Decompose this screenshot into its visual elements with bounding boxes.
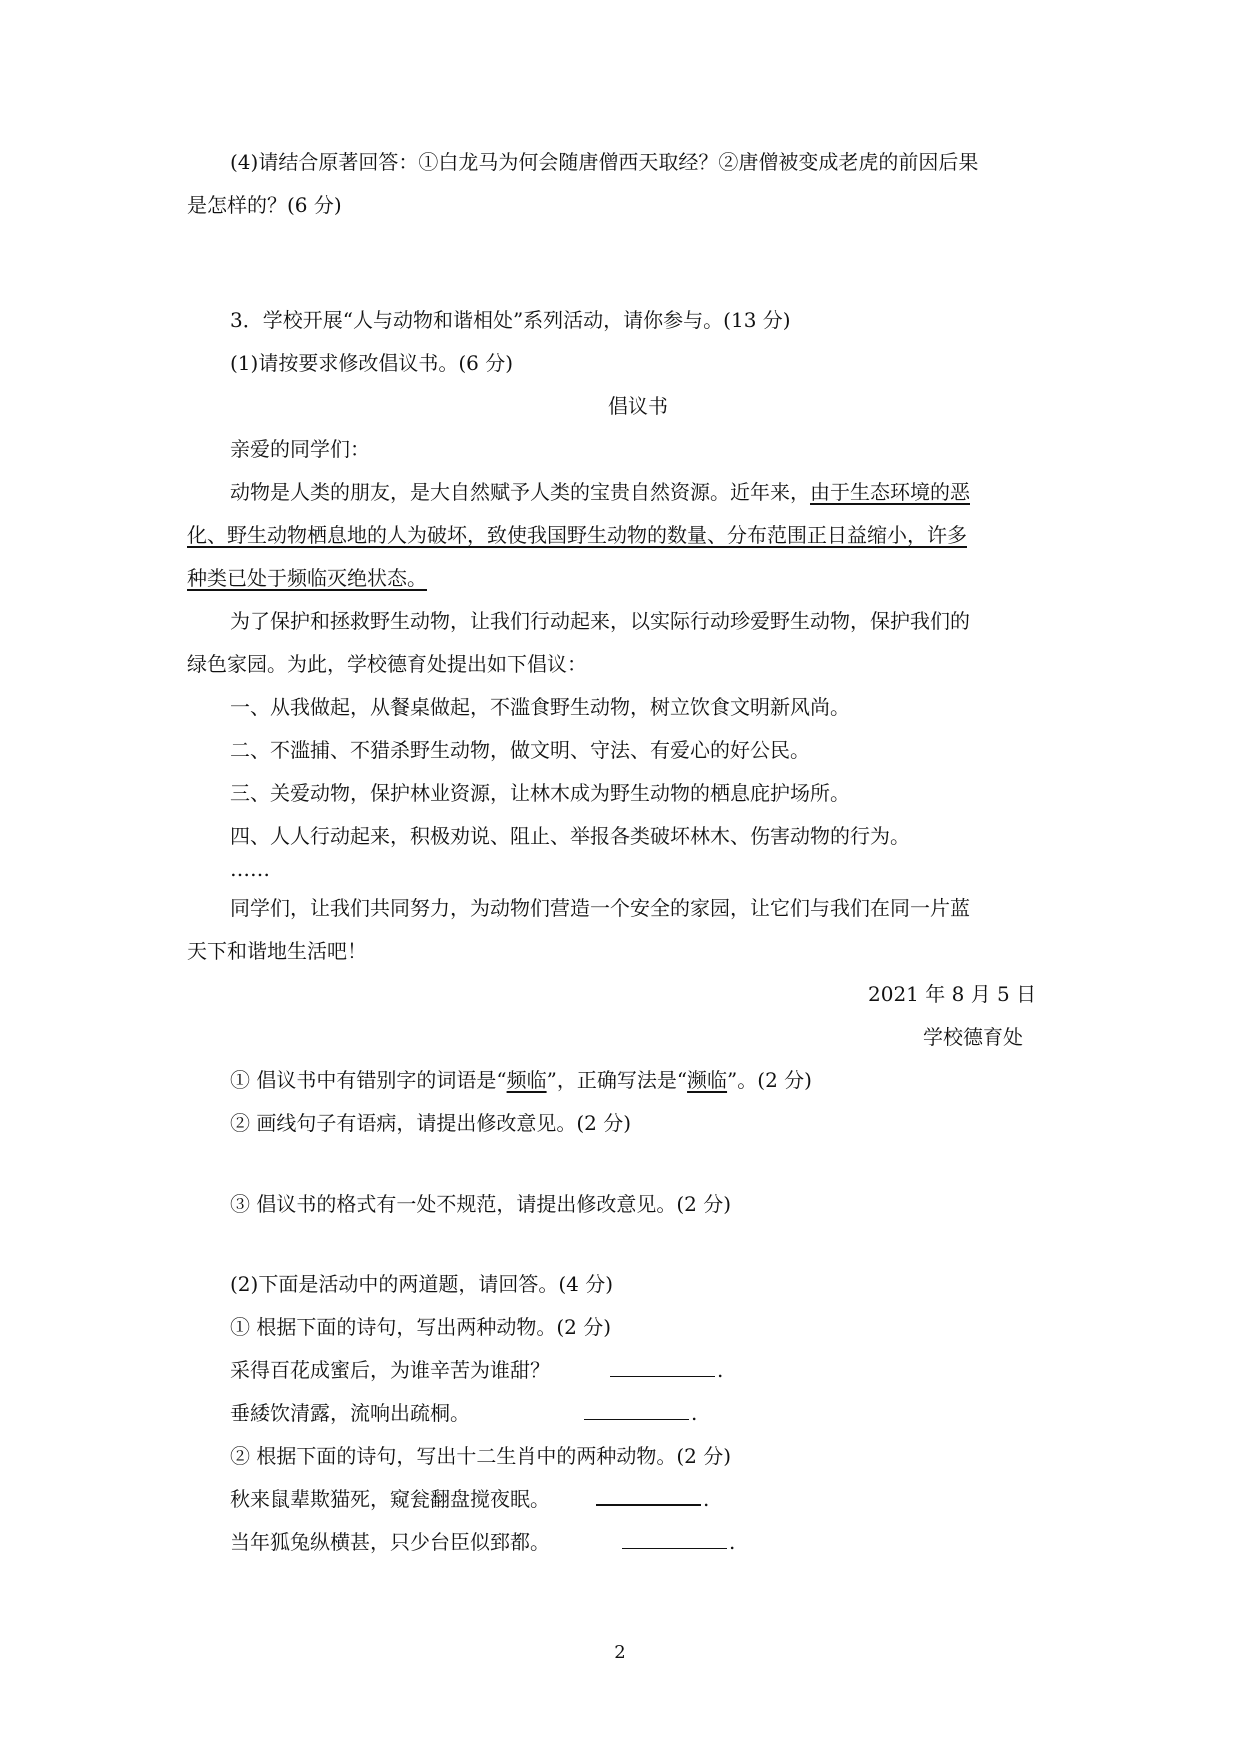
part2-q2: ② 根据下面的诗句，写出十二生肖中的两种动物。(2 分) xyxy=(230,1444,732,1468)
correct-word: 濒临 xyxy=(687,1068,728,1092)
subq-1 xyxy=(230,1066,812,1094)
answer-blank-2[interactable] xyxy=(584,1399,697,1427)
blank-end-4: . xyxy=(729,1530,736,1554)
wrong-word: 频临 xyxy=(506,1068,547,1092)
q3-sub1: (1)请按要求修改倡议书。(6 分) xyxy=(230,351,514,375)
letter-title: 倡议书 xyxy=(608,394,668,418)
subq-3: ③ 倡议书的格式有一处不规范，请提出修改意见。(2 分) xyxy=(230,1192,732,1216)
answer-blank-1[interactable] xyxy=(610,1356,723,1384)
letter-closing-line2: 天下和谐地生活吧！ xyxy=(187,939,367,963)
answer-blank-4[interactable] xyxy=(622,1528,735,1556)
letter-p2-line2: 绿色家园。为此，学校德育处提出如下倡议： xyxy=(187,652,587,676)
poem-line-1: 采得百花成蜜后，为谁辛苦为谁甜？ xyxy=(230,1358,550,1382)
subq-1-text-c: ”。(2 分) xyxy=(727,1068,812,1092)
letter-item-4: 四、人人行动起来，积极劝说、阻止、举报各类破坏林木、伤害动物的行为。 xyxy=(230,824,910,848)
underlined-sentence-start: 由于生态环境的恶 xyxy=(810,480,970,504)
letter-p1-line2: 化、野生动物栖息地的人为破坏，致使我国野生动物的数量、分布范围正日益缩小，许多 xyxy=(187,523,967,547)
answer-blank-3[interactable] xyxy=(596,1485,709,1513)
letter-signature: 学校德育处 xyxy=(923,1025,1023,1049)
subq-1-text-a: ① 倡议书中有错别字的词语是“ xyxy=(230,1068,507,1092)
page-number: 2 xyxy=(614,1642,626,1663)
blank-end-2: . xyxy=(691,1401,698,1425)
poem-line-3: 秋来鼠辈欺猫死，窥瓮翻盘搅夜眠。 xyxy=(230,1487,550,1511)
letter-item-2: 二、不滥捕、不猎杀野生动物，做文明、守法、有爱心的好公民。 xyxy=(230,738,810,762)
poem-line-2: 垂緌饮清露，流响出疏桐。 xyxy=(230,1401,470,1425)
part2-title: (2)下面是活动中的两道题，请回答。(4 分) xyxy=(230,1272,614,1296)
letter-p1-line1 xyxy=(230,478,970,506)
letter-p1-line3: 种类已处于频临灭绝状态。 xyxy=(187,566,427,590)
letter-closing-line1: 同学们，让我们共同努力，为动物们营造一个安全的家园，让它们与我们在同一片蓝 xyxy=(230,896,970,920)
poem-line-4: 当年狐兔纵横甚，只少台臣似郅都。 xyxy=(230,1530,550,1554)
blank-end-3: . xyxy=(703,1487,710,1511)
letter-ellipsis: …… xyxy=(230,857,270,881)
q4-line-1: (4)请结合原著回答：①白龙马为何会随唐僧西天取经？②唐僧被变成老虎的前因后果 xyxy=(230,150,979,174)
p1-text: 动物是人类的朋友，是大自然赋予人类的宝贵自然资源。近年来， xyxy=(230,480,810,504)
q3-title: 3．学校开展“人与动物和谐相处”系列活动，请你参与。(13 分) xyxy=(230,308,791,332)
q4-line-2: 是怎样的？(6 分) xyxy=(187,193,342,217)
subq-1-text-b: ”，正确写法是“ xyxy=(546,1068,688,1092)
blank-end-1: . xyxy=(717,1358,724,1382)
part2-q1: ① 根据下面的诗句，写出两种动物。(2 分) xyxy=(230,1315,612,1339)
letter-item-1: 一、从我做起，从餐桌做起，不滥食野生动物，树立饮食文明新风尚。 xyxy=(230,695,850,719)
letter-greeting: 亲爱的同学们： xyxy=(230,437,370,461)
subq-2: ② 画线句子有语病，请提出修改意见。(2 分) xyxy=(230,1111,632,1135)
letter-date: 2021 年 8 月 5 日 xyxy=(868,982,1037,1006)
letter-p2-line1: 为了保护和拯救野生动物，让我们行动起来，以实际行动珍爱野生动物，保护我们的 xyxy=(230,609,970,633)
letter-item-3: 三、关爱动物，保护林业资源，让林木成为野生动物的栖息庇护场所。 xyxy=(230,781,850,805)
